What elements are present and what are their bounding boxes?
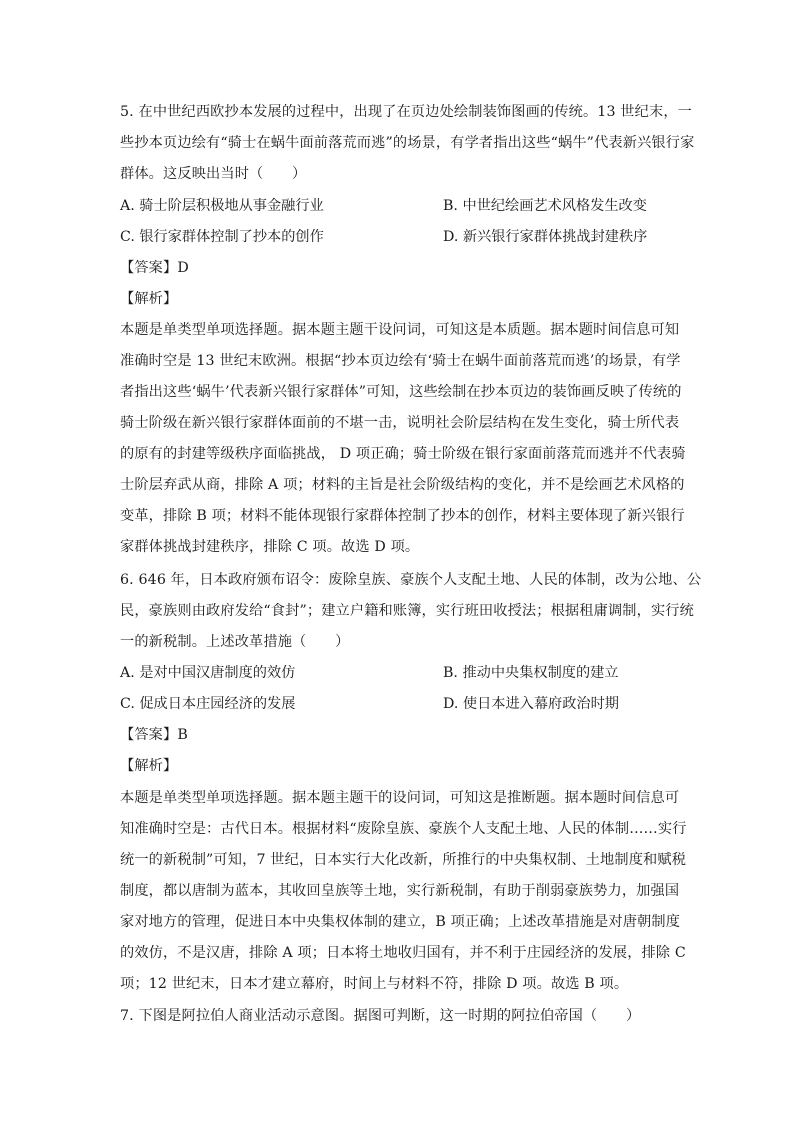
q6-option-d: D. 使日本进入幕府政治时期	[443, 696, 619, 712]
q5-analysis-line-8: 家群体挑战封建秩序，排除 C 项。故选 D 项。	[120, 539, 420, 555]
q5-option-a: A. 骑士阶层积极地从事金融行业	[120, 198, 324, 214]
q5-analysis-line-1: 本题是单类型单项选择题。据本题主题干设问词，可知这是本质题。据本题时间信息可知	[120, 322, 680, 338]
q6-analysis-line-6: 的效仿，不是汉唐，排除 A 项；日本将土地收归国有，并不利于庄园经济的发展，排除 C	[120, 945, 686, 961]
q6-analysis-line-3: 统一的新税制”可知，7 世纪，日本实行大化改新，所推行的中央集权制、土地制度和赋税	[120, 852, 687, 868]
q5-analysis-line-3: 者指出这些‘蜗牛’代表新兴银行家群体”可知，这些绘制在抄本页边的装饰画反映了传统的	[120, 384, 682, 400]
q6-analysis-line-4: 制度，都以唐制为蓝本，其收回皇族等土地，实行新税制，有助于削弱豪族势力，加强国	[120, 883, 680, 899]
q5-stem-line-1: 5. 在中世纪西欧抄本发展的过程中，出现了在页边处绘制装饰图画的传统。13 世纪末，一	[120, 104, 692, 120]
q6-analysis-line-1: 本题是单类型单项选择题。据本题主题干的设问词，可知这是推断题。据本题时间信息可	[120, 790, 680, 806]
q6-stem-line-3: 一的新税制。上述改革措施（ ）	[120, 634, 350, 650]
q5-option-b: B. 中世纪绘画艺术风格发生改变	[443, 198, 647, 214]
q6-option-a: A. 是对中国汉唐制度的效仿	[120, 665, 296, 681]
q5-analysis-line-4: 骑士阶级在新兴银行家群体面前的不堪一击，说明社会阶层结构在发生变化，骑士所代表	[120, 415, 680, 431]
q6-analysis-line-2: 知准确时空是：古代日本。根据材料“废除皇族、豪族个人支配土地、人民的体制……实行	[120, 821, 687, 837]
q6-analysis-line-5: 家对地方的管理，促进日本中央集权体制的建立，B 项正确；上述改革措施是对唐朝制度	[120, 914, 681, 930]
q5-analysis-line-6: 士阶层弃武从商，排除 A 项；材料的主旨是社会阶级结构的变化，并不是绘画艺术风格的	[120, 477, 685, 493]
q7-stem-line-1: 7. 下图是阿拉伯人商业活动示意图。据图可判断，这一时期的阿拉伯帝国（ ）	[120, 1008, 641, 1024]
q5-option-d: D. 新兴银行家群体挑战封建秩序	[443, 229, 648, 245]
q5-analysis-line-5: 的原有的封建等级秩序面临挑战， D 项正确；骑士阶级在银行家面前落荒而逃并不代表骑	[120, 446, 686, 462]
q6-answer: 【答案】B	[120, 727, 188, 743]
q5-stem-line-2: 些抄本页边绘有“骑士在蜗牛面前落荒而逃”的场景，有学者指出这些“蜗牛”代表新兴银行家	[120, 135, 695, 151]
q6-analysis-line-7: 项；12 世纪末，日本才建立幕府，时间上与材料不符，排除 D 项。故选 B 项。	[120, 976, 629, 992]
q5-option-c: C. 银行家群体控制了抄本的创作	[120, 229, 324, 245]
q6-option-b: B. 推动中央集权制度的建立	[443, 665, 619, 681]
q6-analysis-label: 【解析】	[120, 758, 178, 774]
q5-analysis-line-7: 变革，排除 B 项；材料不能体现银行家群体控制了抄本的创作，材料主要体现了新兴银行	[120, 508, 685, 524]
q5-stem-line-3: 群体。这反映出当时（ ）	[120, 166, 307, 182]
q5-answer: 【答案】D	[120, 260, 189, 276]
q6-stem-line-1: 6. 646 年，日本政府颁布诏令：废除皇族、豪族个人支配土地、人民的体制，改为公地、公	[120, 572, 702, 588]
q6-stem-line-2: 民，豪族则由政府发给“食封”；建立户籍和账簿，实行班田收授法；根据租庸调制，实行统	[120, 603, 694, 619]
q6-option-c: C. 促成日本庄园经济的发展	[120, 696, 296, 712]
q5-analysis-line-2: 准确时空是 13 世纪末欧洲。根据“抄本页边绘有‘骑士在蜗牛面前落荒而逃’的场景，有学	[120, 353, 681, 369]
q5-analysis-label: 【解析】	[120, 291, 178, 307]
